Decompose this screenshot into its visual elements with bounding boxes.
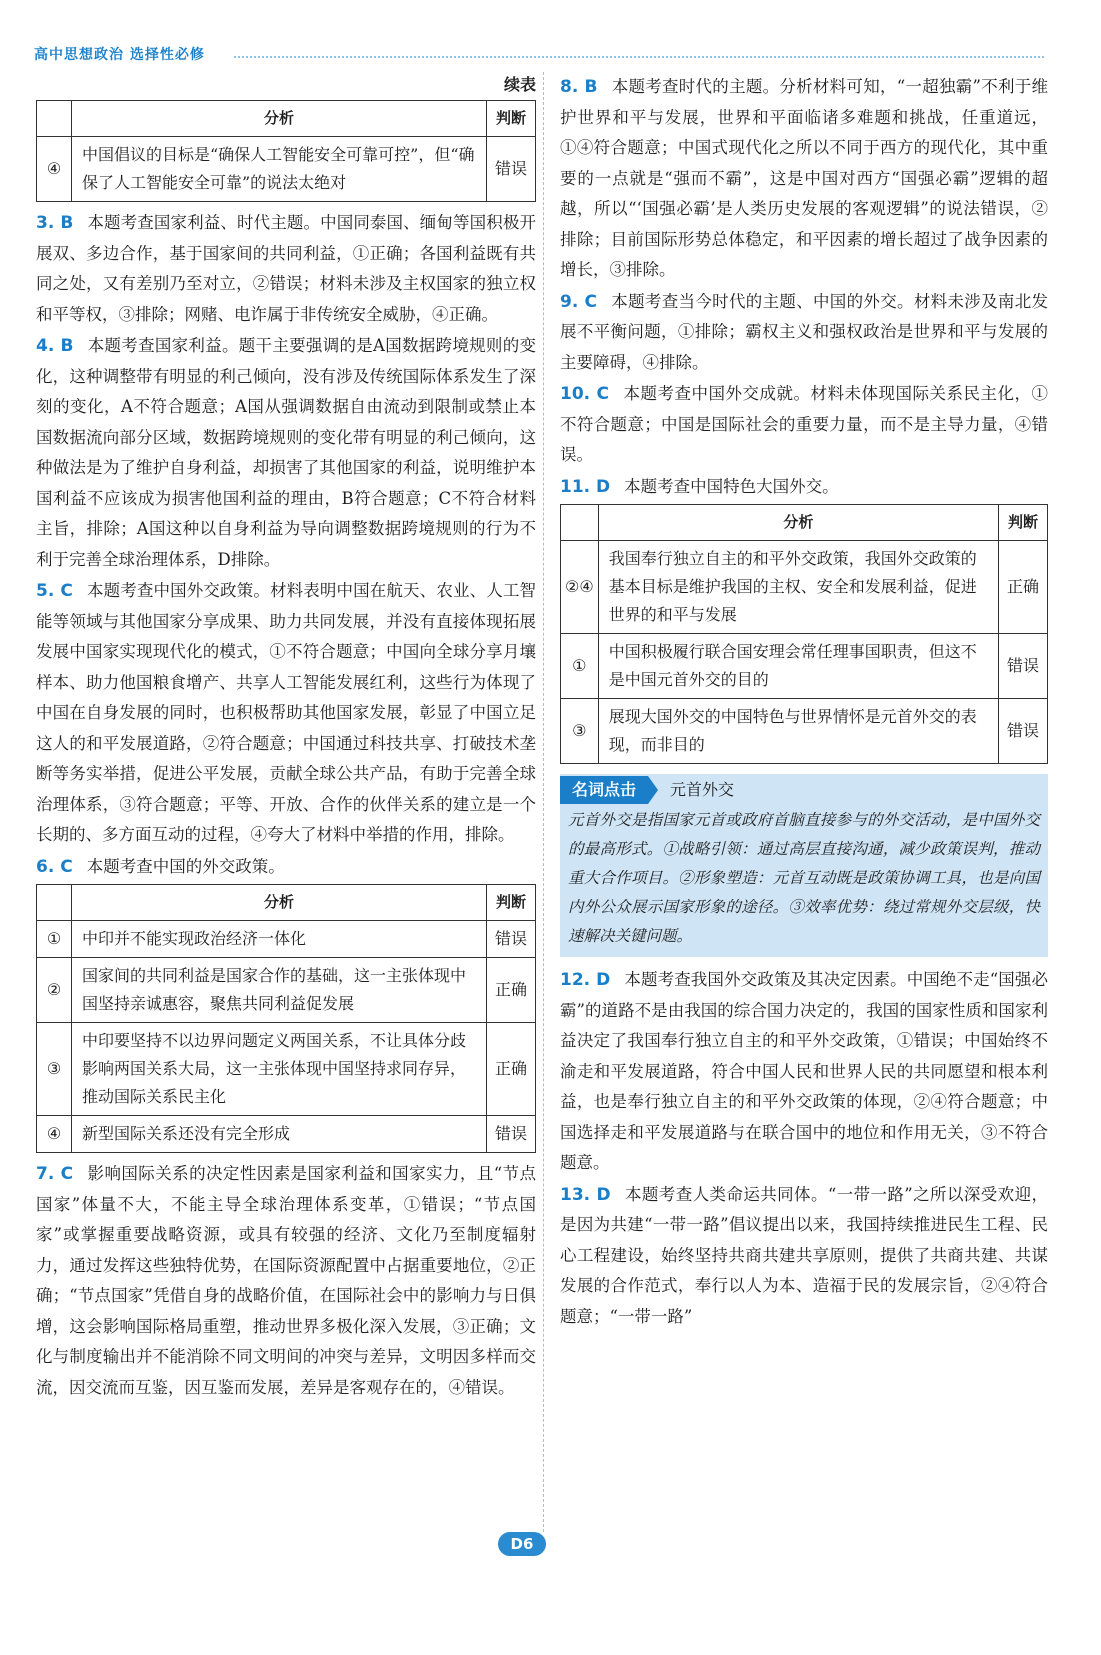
question-number: 10. C	[560, 384, 610, 404]
left-column	[36, 72, 536, 1404]
answer-9	[560, 287, 1048, 379]
row-analysis: 中印要坚持不以边界问题定义两国关系，不让具体分歧影响两国关系大局，这一主张体现中国坚持求同存异，推动国际关系民主化	[72, 1023, 487, 1116]
table-header-judge: 判断	[999, 505, 1048, 541]
row-index: ③	[37, 1023, 72, 1116]
table-header-analysis: 分析	[72, 885, 487, 921]
row-judge: 正确	[999, 541, 1048, 634]
answer-12	[560, 965, 1048, 1179]
answer-8	[560, 72, 1048, 286]
question-number: 13. D	[560, 1184, 611, 1205]
table-header-index	[37, 885, 72, 921]
table-header-analysis: 分析	[598, 505, 998, 541]
row-analysis: 我国奉行独立自主的和平外交政策，我国外交政策的基本目标是维护我国的主权、安全和发展利益，促进世界的和平与发展	[598, 541, 998, 634]
question-number: 4. B	[36, 336, 74, 356]
row-index: ③	[561, 699, 599, 764]
table-header-index	[561, 505, 599, 541]
column-divider	[543, 72, 544, 1532]
answer-text: 本题考查人类命运共同体。“一带一路”之所以深受欢迎，是因为共建“一带一路”倡议提出以来，我国持续推进民生工程、民心工程建设，始终坚持共商共建共享原则，提供了共商共建、共谋发展的合作范式，奉行以人为本、造福于民的发展宗旨，②④符合题意；“一带一路”	[560, 1184, 1048, 1326]
question-number: 8. B	[560, 77, 598, 97]
row-analysis: 中印并不能实现政治经济一体化	[72, 921, 487, 958]
row-index: ①	[561, 634, 599, 699]
header-title: 高中思想政治 选择性必修	[34, 47, 205, 63]
question-number: 3. B	[36, 213, 74, 233]
table-row	[37, 958, 536, 1023]
answer-13	[560, 1180, 1048, 1333]
row-judge: 正确	[487, 1023, 536, 1116]
answer-text: 本题考查我国外交政策及其决定因素。中国绝不走“国强必霸”的道路不是由我国的综合国力决定的，我国的国家性质和国家利益决定了我国奉行独立自主的和平外交政策，①错误；中国始终不渝走和平发展道路，符合中国人民和世界人民的共同愿望和根本利益，也是奉行独立自主的和平外交政策的体现，②④符合题意；中国选择走和平发展道路与在联合国中的地位和作用无关，③不符合题意。	[560, 970, 1048, 1172]
table-row	[561, 634, 1048, 699]
row-index: ④	[37, 1116, 72, 1153]
table-header-judge: 判断	[487, 101, 536, 137]
term-body: 元首外交是指国家元首或政府首脑直接参与的外交活动，是中国外交的最高形式。①战略引领：通过高层直接沟通，减少政策误判，推动重大合作项目。②形象塑造：元首互动既是政策协调工具，也是向国内外公众展示国家形象的途径。③效率优势：绕过常规外交层级，快速解决关键问题。	[568, 811, 1040, 945]
table-row	[561, 541, 1048, 634]
term-box	[560, 774, 1048, 957]
row-analysis: 展现大国外交的中国特色与世界情怀是元首外交的表现，而非目的	[598, 699, 998, 764]
answer-text: 本题考查中国特色大国外交。	[624, 476, 839, 496]
table-header-judge: 判断	[487, 885, 536, 921]
row-index: ②	[37, 958, 72, 1023]
right-column	[560, 72, 1048, 1333]
row-judge: 错误	[487, 921, 536, 958]
row-index: ②④	[561, 541, 599, 634]
row-judge: 错误	[487, 1116, 536, 1153]
table-header-row	[37, 885, 536, 921]
table-header-row	[561, 505, 1048, 541]
row-judge: 错误	[999, 699, 1048, 764]
answer-text: 影响国际关系的决定性因素是国家利益和国家实力，且“节点国家”体量不大，不能主导全球治理体系变革，①错误；“节点国家”或掌握重要战略资源，或具有较强的经济、文化乃至制度辐射力，通过发挥这些独特优势，在国际资源配置中占据重要地位，②正确；“节点国家”凭借自身的战略价值，在国际社会中的影响力与日俱增，这会影响国际格局重塑，推动世界多极化深入发展，③正确；文化与制度输出并不能消除不同文明间的冲突与差异，文明因多样而交流，因交流而互鉴，因互鉴而发展，差异是客观存在的，④错误。	[36, 1164, 536, 1397]
answer-3	[36, 208, 536, 330]
row-analysis: 中国倡议的目标是“确保人工智能安全可靠可控”，但“确保了人工智能安全可靠”的说法太绝对	[72, 137, 487, 202]
answer-10	[560, 379, 1048, 471]
question-number: 6. C	[36, 856, 73, 877]
question-number: 7. C	[36, 1164, 74, 1184]
table-row	[37, 1023, 536, 1116]
row-analysis: 国家间的共同利益是国家合作的基础，这一主张体现中国坚持亲诚惠容，聚焦共同利益促发展	[72, 958, 487, 1023]
term-heading	[560, 774, 1040, 806]
table-row	[37, 1116, 536, 1153]
page-header	[34, 44, 1044, 66]
table-row	[561, 699, 1048, 764]
question-number: 9. C	[560, 291, 597, 312]
term-tag: 名词点击	[560, 776, 648, 804]
row-index: ①	[37, 921, 72, 958]
table-row	[37, 137, 536, 202]
table-header-row	[37, 101, 536, 137]
header-rule	[234, 56, 1044, 58]
question-number: 12. D	[560, 970, 611, 990]
answer-5	[36, 576, 536, 851]
table-row	[37, 921, 536, 958]
question-number: 11. D	[560, 476, 611, 497]
term-name: 元首外交	[670, 779, 735, 799]
answer-6	[36, 852, 536, 883]
table-header-index	[37, 101, 72, 137]
row-index: ④	[37, 137, 72, 202]
answer-7	[36, 1159, 536, 1403]
answer-text: 本题考查中国外交成就。材料未体现国际关系民主化，①不符合题意；中国是国际社会的重要力量，而不是主导力量，④错误。	[560, 384, 1049, 464]
answer-text: 本题考查时代的主题。分析材料可知，“一超独霸”不利于维护世界和平与发展，世界和平面临诸多难题和挑战，任重道远，①④符合题意；中国式现代化之所以不同于西方的现代化，其中重要的一点就是“强而不霸”，这是中国对西方“国强必霸”逻辑的超越，所以“‘国强必霸’是人类历史发展的客观逻辑”的说法错误，②排除；目前国际形势总体稳定，和平因素的增长超过了战争因素的增长，③排除。	[560, 77, 1048, 279]
answer-text: 本题考查国家利益。题干主要强调的是A国数据跨境规则的变化，这种调整带有明显的利己倾向，没有涉及传统国际体系发生了深刻的变化，A不符合题意；A国从强调数据自由流动到限制或禁止本国数据流向部分区域，数据跨境规则的变化带有明显的利己倾向，这种做法是为了维护自身利益，却损害了其他国家的利益，说明维护本国利益不应该成为损害他国利益的理由，B符合题意；C不符合材料主旨，排除；A国这种以自身利益为导向调整数据跨境规则的行为不利于完善全球治理体系，D排除。	[36, 336, 536, 569]
page-number: D6	[498, 1532, 546, 1556]
answer-text: 本题考查中国的外交政策。	[86, 856, 285, 876]
answer-4	[36, 331, 536, 575]
row-judge: 错误	[487, 137, 536, 202]
answer-text: 本题考查当今时代的主题、中国的外交。材料未涉及南北发展不平衡问题，①排除；霸权主义和强权政治是世界和平与发展的主要障碍，④排除。	[560, 291, 1049, 372]
q11-answer-table	[560, 504, 1048, 764]
answer-11	[560, 472, 1048, 503]
row-judge: 正确	[487, 958, 536, 1023]
answer-text: 本题考查国家利益、时代主题。中国同泰国、缅甸等国积极开展双、多边合作，基于国家间的共同利益，①正确；各国利益既有共同之处，又有差别乃至对立，②错误；材料未涉及主权国家的独立权和平等权，③排除；网赌、电诈属于非传统安全威胁，④正确。	[36, 213, 537, 324]
row-analysis: 中国积极履行联合国安理会常任理事国职责，但这不是中国元首外交的目的	[598, 634, 998, 699]
row-analysis: 新型国际关系还没有完全形成	[72, 1116, 487, 1153]
continuation-label: 续表	[503, 75, 536, 94]
row-judge: 错误	[999, 634, 1048, 699]
q6-answer-table	[36, 884, 536, 1153]
answer-text: 本题考查中国外交政策。材料表明中国在航天、农业、人工智能等领域与其他国家分享成果、助力共同发展，并没有直接体现拓展发展中国家实现现代化的模式，①不符合题意；中国向全球分享月壤样本、助力他国粮食增产、共享人工智能发展红利，这些行为体现了中国在自身发展的同时，也积极帮助其他国家发展，彰显了中国立足这人的和平发展道路，②符合题意；中国通过科技共享、打破技术垄断等务实举措，促进公平发展，贡献全球公共产品，有助于完善全球治理体系，③符合题意；平等、开放、合作的伙伴关系的建立是一个长期的、多方面互动的过程，④夸大了材料中举措的作用，排除。	[36, 581, 537, 844]
question-number: 5. C	[36, 581, 73, 601]
table-header-analysis: 分析	[72, 101, 487, 137]
q2-answer-table	[36, 100, 536, 202]
